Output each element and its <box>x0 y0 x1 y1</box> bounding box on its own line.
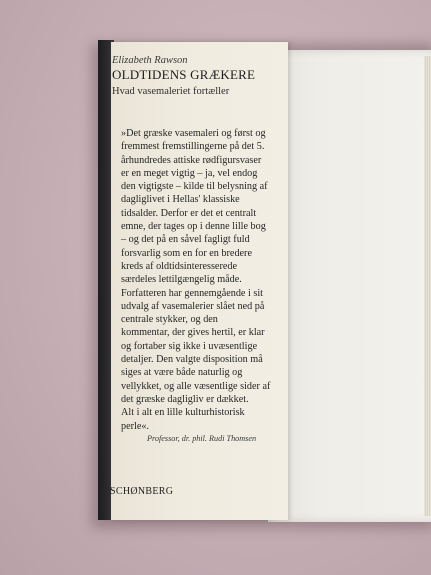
blurb-line: fremmest fremstillingerne på det 5. <box>121 141 265 153</box>
blurb-line: den vigtigste – kilde til belysning af <box>121 181 268 193</box>
blurb-line: perle«. <box>121 420 150 432</box>
book-subtitle: Hvad vasemaleriet fortæller <box>112 86 230 97</box>
author-name: Elizabeth Rawson <box>112 55 188 66</box>
blurb-line: emne, der tages op i denne lille bog <box>121 221 266 233</box>
book-inner-page <box>268 50 431 522</box>
blurb-line: kommentar, der gives hertil, er klar <box>121 327 265 339</box>
page-edge <box>424 56 431 516</box>
blurb-line: og fortaber sig ikke i uvæsentlige <box>121 340 258 352</box>
blurb-line: Forfatteren har gennemgående i sit <box>121 287 264 299</box>
blurb-line: særdeles lettilgængelig måde. <box>121 274 242 286</box>
blurb-line: århundredes attiske rødfigursvaser <box>121 154 262 166</box>
review-signature: Professor, dr. phil. Rudi Thomsen <box>147 434 257 443</box>
book-title: OLDTIDENS GRÆKERE <box>112 67 256 82</box>
blurb-line: centrale stykker, og den <box>121 314 218 326</box>
blurb-line: det græske dagligliv er dækket. <box>121 393 249 405</box>
publisher-name: SCHØNBERG <box>110 486 174 497</box>
blurb-line: »Det græske vasemaleri og først og <box>121 128 266 139</box>
blurb-line: dagliglivet i Hellas' klassiske <box>121 194 240 206</box>
blurb-line: vellykket, og alle væsentlige sider af <box>121 380 271 392</box>
blurb-line: siges at være både naturlig og <box>121 367 243 379</box>
blurb-line: detaljer. Den valgte disposition må <box>121 354 263 366</box>
blurb-line: Alt i alt en lille kulturhistorisk <box>121 407 245 419</box>
blurb-line: udvalg af vasemalerier slået ned på <box>121 300 265 312</box>
blurb-line: – og det på en såvel fagligt fuld <box>121 234 250 246</box>
blurb-line: er en meget vigtig – ja, vel endog <box>121 167 258 179</box>
blurb-text <box>121 127 289 433</box>
blurb-line: kreds af oldtidsinteresserede <box>121 260 237 272</box>
blurb-line: forsvarlig som en for en bredere <box>121 247 252 259</box>
blurb-line: tidsalder. Derfor er det et centralt <box>121 207 257 219</box>
